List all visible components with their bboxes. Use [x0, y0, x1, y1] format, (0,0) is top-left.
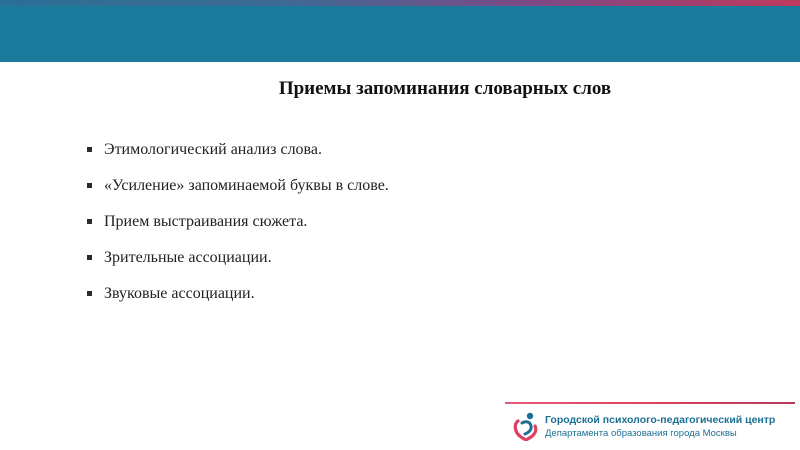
footer-logo: [505, 402, 800, 446]
bullet-square-icon: [87, 219, 92, 224]
bullet-text: Прием выстраивания сюжета.: [104, 213, 308, 230]
list-item: [86, 176, 389, 212]
header-band: [0, 0, 800, 62]
bullet-list: [86, 140, 389, 320]
footer-divider-line: [505, 402, 795, 404]
bullet-text: Зрительные ассоциации.: [104, 249, 272, 266]
bullet-square-icon: [87, 291, 92, 296]
bullet-square-icon: [87, 255, 92, 260]
bullet-text: «Усиление» запоминаемой буквы в слове.: [104, 177, 389, 194]
list-item: [86, 248, 389, 284]
slide-title: Приемы запоминания словарных слов: [278, 78, 612, 99]
org-name: Городской психолого-педагогический центр: [545, 414, 776, 426]
org-subtitle: Департамента образования города Москвы: [545, 428, 737, 439]
heart-figure-logo-icon: [513, 411, 539, 441]
bullet-text: Звуковые ассоциации.: [104, 285, 255, 302]
list-item: [86, 212, 389, 248]
bullet-square-icon: [87, 183, 92, 188]
header-accent-stripe: [0, 0, 800, 6]
list-item: [86, 284, 389, 320]
bullet-text: Этимологический анализ слова.: [104, 141, 322, 158]
bullet-square-icon: [87, 147, 92, 152]
list-item: [86, 140, 389, 176]
